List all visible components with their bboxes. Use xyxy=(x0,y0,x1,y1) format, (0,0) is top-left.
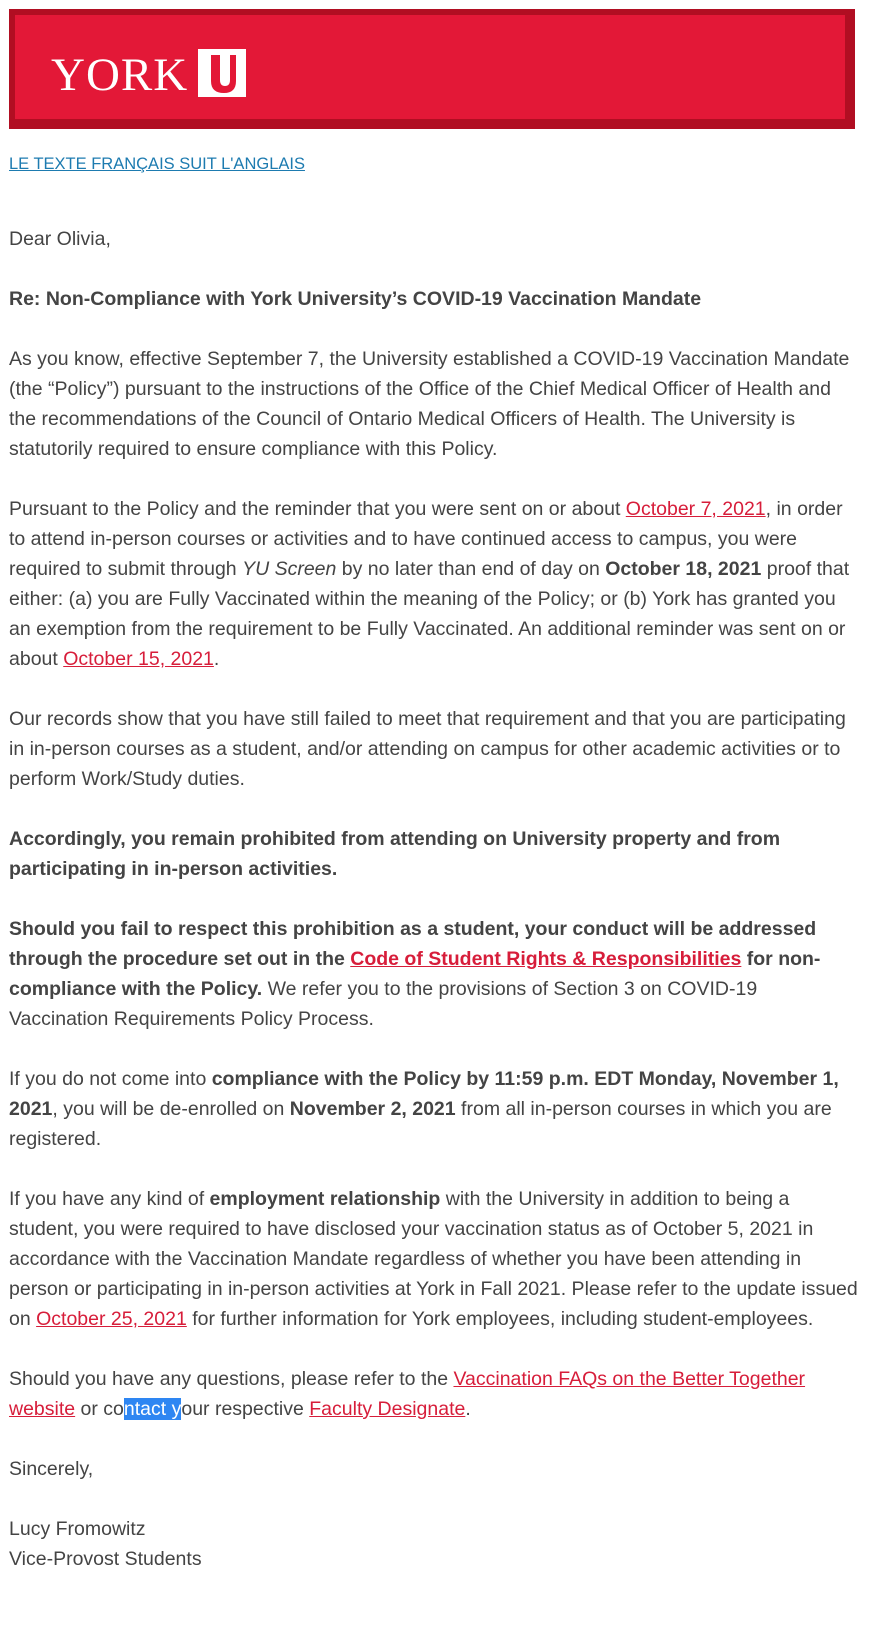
subject-line xyxy=(9,284,859,314)
greeting: Dear Olivia, xyxy=(9,228,111,250)
text: Should you fail to respect this prohibition as a student, your conduct will be addressed through the procedure set out in the xyxy=(9,918,817,970)
subject-text: Re: Non-Compliance with York University’s COVID-19 Vaccination Mandate xyxy=(9,288,702,310)
compliance-deadline: compliance with the Policy by 11:59 p.m. EDT Monday, November 1, 2021 xyxy=(9,1068,839,1120)
text: or co xyxy=(75,1398,124,1420)
closing: Sincerely, xyxy=(9,1458,94,1480)
logo-u-mark-icon xyxy=(198,49,246,97)
october-7-link[interactable]: October 7, 2021 xyxy=(625,498,766,520)
prohibition-text: Accordingly, you remain prohibited from attending on University property and from participating in in-person activities. xyxy=(9,828,781,880)
paragraph-policy: As you know, effective September 7, the University established a COVID-19 Vaccination Mandate (the “Policy”) pursuant to the instructions of the Office of the Chief Medical Officer of Health and the recommendations of the Council of Ontario Medical Officers of Health. The University is statutorily required to ensure compliance with this Policy. xyxy=(9,348,850,460)
text: We refer you to the provisions of Section 3 on COVID-19 Vaccination Requirements Policy Process. xyxy=(9,978,758,1030)
text: our respective xyxy=(181,1398,310,1420)
text: Should you have any questions, please refer to the xyxy=(9,1368,454,1390)
email-body xyxy=(9,148,859,1574)
text: from all in-person courses in which you are registered. xyxy=(9,1098,832,1150)
october-15-link[interactable]: October 15, 2021 xyxy=(63,648,214,670)
signature xyxy=(9,1514,859,1574)
text: . xyxy=(213,648,220,670)
text: proof that either: (a) you are Fully Vaccinated within the meaning of the Policy; or (b) York has granted you an exemption from the requirement to be Fully Vaccinated. An additional reminder was sent on or about xyxy=(9,558,850,670)
deadline-date: October 18, 2021 xyxy=(605,558,762,580)
text-selection: ntact y xyxy=(123,1398,182,1420)
york-u-logo xyxy=(51,45,246,105)
yu-screen-text: YU Screen xyxy=(242,558,337,580)
text: by no later than end of day on xyxy=(336,558,606,580)
deenrol-date: November 2, 2021 xyxy=(289,1098,456,1120)
text: , in order to attend in-person courses or activities and to have continued access to campus, you were required to submit through xyxy=(9,498,843,580)
faculty-designate-link[interactable]: Faculty Designate xyxy=(309,1398,466,1420)
text: If you do not come into xyxy=(9,1068,212,1090)
text: with the University in addition to being a student, you were required to have disclosed your vaccination status as of October 5, 2021 in accordance with the Vaccination Mandate regardless of whether you have been attending in person or participating in in-person activities at York in Fall 2021. Please refer to the update issued on xyxy=(9,1188,858,1330)
vaccination-faqs-link[interactable]: Vaccination FAQs on the Better Together website xyxy=(9,1368,806,1420)
logo-text: YORK xyxy=(51,48,189,101)
text: . xyxy=(465,1398,471,1420)
paragraph-conduct xyxy=(9,914,859,1034)
employment-relationship-text: employment relationship xyxy=(209,1188,441,1210)
paragraph-prohibition xyxy=(9,824,859,884)
french-text-link[interactable]: LE TEXTE FRANÇAIS SUIT L'ANGLAIS xyxy=(9,155,305,173)
october-25-link[interactable]: October 25, 2021 xyxy=(36,1308,187,1330)
paragraph-questions xyxy=(9,1364,859,1424)
text: for further information for York employees, including student-employees. xyxy=(186,1308,814,1330)
paragraph-employment xyxy=(9,1184,859,1334)
paragraph-deenrol xyxy=(9,1064,859,1154)
text: for non-compliance with the Policy. xyxy=(9,948,821,1000)
text: , you will be de-enrolled on xyxy=(52,1098,290,1120)
code-of-student-rights-link[interactable]: Code of Student Rights & Responsibilities xyxy=(350,948,742,970)
text: If you have any kind of xyxy=(9,1188,210,1210)
header-banner xyxy=(9,9,855,129)
header-banner-fill xyxy=(15,15,845,119)
paragraph-reminder xyxy=(9,494,859,674)
paragraph-records: Our records show that you have still failed to meet that requirement and that you are participating in in-person courses as a student, and/or attending on campus for other academic activities or to perform Work/Study duties. xyxy=(9,708,846,790)
signature-title: Vice-Provost Students xyxy=(9,1548,202,1570)
text: Pursuant to the Policy and the reminder that you were sent on or about xyxy=(9,498,626,520)
signature-name: Lucy Fromowitz xyxy=(9,1518,146,1540)
